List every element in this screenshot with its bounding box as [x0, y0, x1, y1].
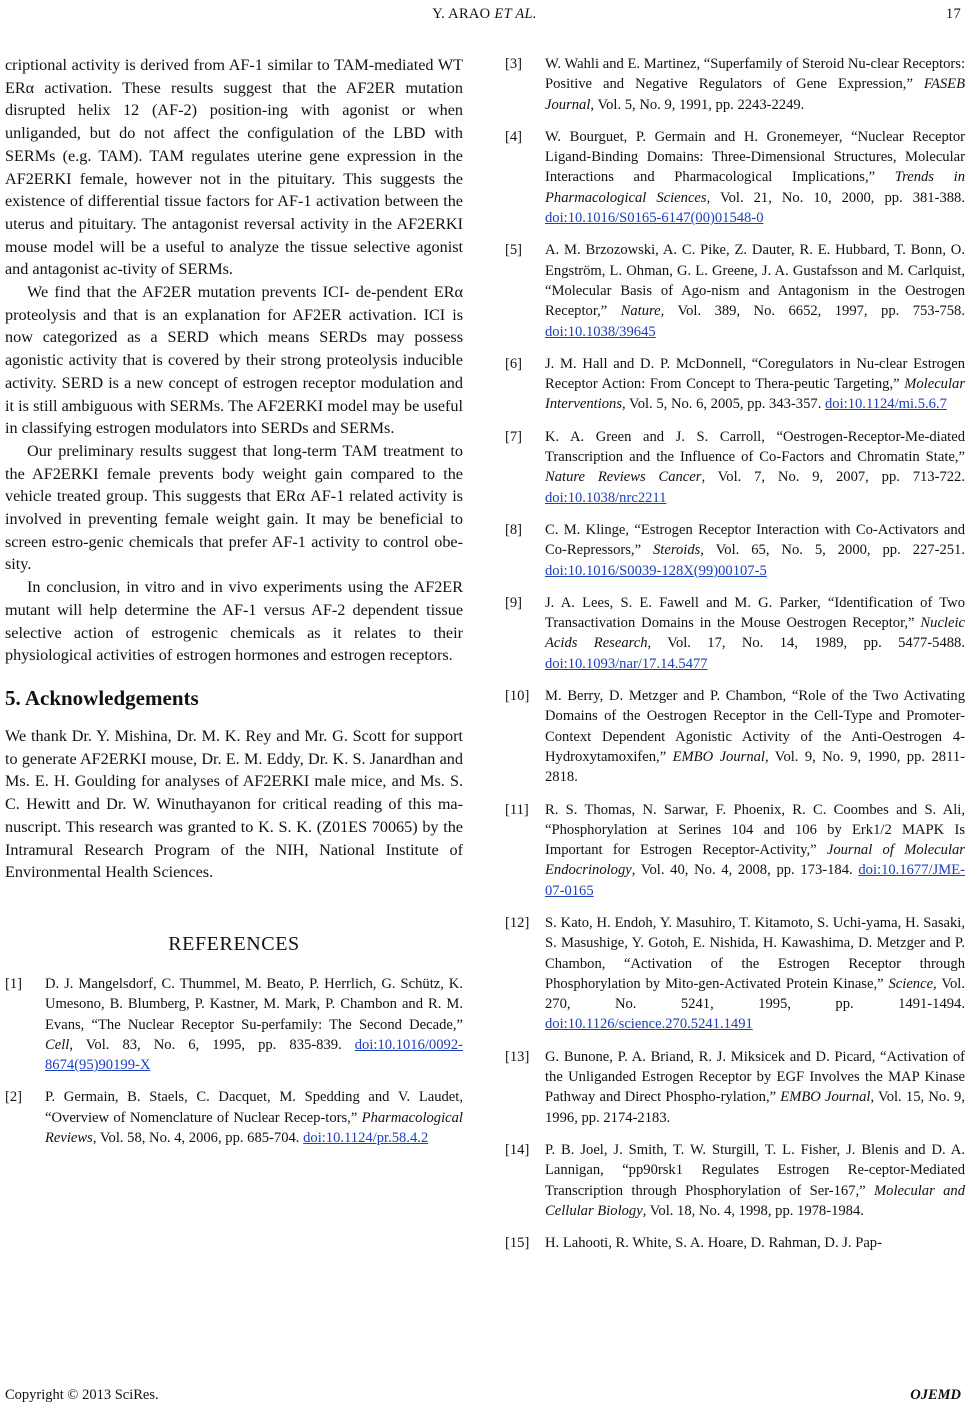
running-header [0, 6, 969, 30]
running-title [0, 6, 969, 23]
page-number: 17 [945, 6, 961, 22]
reference-item [5, 1087, 463, 1148]
references-list-right [505, 54, 965, 1265]
reference-journal: Nature [620, 303, 661, 320]
reference-number: [7] [505, 428, 523, 445]
reference-text [545, 686, 965, 787]
reference-item [505, 686, 965, 787]
reference-number: [4] [505, 128, 523, 145]
references-list-left [5, 974, 463, 1148]
reference-citation: M. Berry, D. Metzger and P. Chambon, “Role of the Two Activating Domains of the Oestrogen Receptor in the Cell-Type and Promoter-Context Dependent Agonistic Activity of the Anti-Oestrogen 4-Hydroxytamoxifen,” [545, 688, 965, 765]
reference-details: , Vol. 15, No. 9, 1996, pp. 2174-2183. [545, 1089, 965, 1126]
reference-item [5, 974, 463, 1075]
acknowledgements-text: We thank Dr. Y. Mishina, Dr. M. K. Rey and Mr. G. Scott for support to generate AF2ERKI mouse, Dr. E. M. Eddy, Dr. K. S. Janardhan and Ms. E. H. Goulding for analyses of AF2ERKI male mice, and Ms. S. C. Hewitt and Dr. W. Winuthayanon for critical reading of this ma-nuscript. This research was granted to K. S. K. (Z01ES 70065) by the Intramural Research Program of the NIH, National Institute of Environmental Health Sciences. [5, 726, 463, 882]
reference-details: , Vol. 58, No. 4, 2006, pp. 685-704. [92, 1129, 304, 1146]
reference-journal: Journal of Molecular Endocrinology [545, 842, 965, 879]
reference-citation: S. Kato, H. Endoh, Y. Masuhiro, T. Kitamoto, S. Uchi-yama, H. Sasaki, S. Masushige, Y. Gotoh, E. Nishida, H. Kawashima, D. Metzger and P. Chambon, “Activation of the Estrogen Receptor through Phosphorylation by Mito-gen-Activated Protein Kinase,” [545, 914, 965, 992]
journal-abbrev: OJEMD [910, 1387, 961, 1403]
reference-citation: P. Germain, B. Staels, C. Dacquet, M. Spedding and V. Laudet, “Overview of Nomenclature of Nuclear Recep-tors,” [45, 1089, 463, 1126]
reference-details: , Vol. 40, No. 4, 2008, pp. 173-184. [631, 862, 859, 879]
reference-number: [9] [505, 594, 523, 611]
reference-number: [12] [505, 914, 530, 931]
reference-citation: A. M. Brzozowski, A. C. Pike, Z. Dauter, R. E. Hubbard, T. Bonn, O. Engström, L. Ohman, G. L. Greene, J. A. Gustafsson and M. Carlquist, “Molecular Basis of Ago-nism and Antagonism in the Oestrogen Receptor,” [545, 242, 965, 320]
reference-text [545, 54, 965, 115]
reference-text [545, 520, 965, 581]
reference-item [505, 1233, 965, 1253]
reference-item [505, 1047, 965, 1128]
left-column [5, 54, 463, 1160]
reference-number: [8] [505, 521, 523, 538]
references-heading: REFERENCES [168, 932, 300, 955]
reference-text [545, 1233, 965, 1253]
reference-item [505, 593, 965, 674]
doi-link[interactable]: doi:10.1038/nrc2211 [545, 489, 667, 506]
reference-number: [15] [505, 1235, 530, 1252]
reference-citation: R. S. Thomas, N. Sarwar, F. Phoenix, R. C. Coombes and S. Ali, “Phosphorylation at Serines 104 and 106 by Erk1/2 MAPK Is Important for Estrogen Receptor-Activity,” [545, 801, 965, 859]
reference-journal: Cell [45, 1036, 70, 1053]
reference-citation: W. Wahli and E. Martinez, “Superfamily of Steroid Nu-clear Receptors: Positive and Negative Regulators of Gene Expression,” [545, 56, 965, 93]
paragraph: In conclusion, in vitro and in vivo experiments using the AF2ER mutant will help determine the AF-1 versus AF-2 dependent tissue selective action of estrogenic chemicals as it relates to their physiological activities of estrogen hormones and estrogen receptors. [5, 578, 463, 665]
reference-item [505, 54, 965, 115]
doi-link[interactable]: doi:10.1016/S0165-6147(00)01548-0 [545, 210, 764, 227]
reference-journal: FASEB Journal [545, 76, 965, 113]
reference-details: , Vol. 18, No. 4, 1998, pp. 1978-1984. [642, 1202, 864, 1219]
reference-text [545, 1047, 965, 1128]
reference-number: [1] [5, 975, 23, 992]
reference-item [505, 127, 965, 228]
reference-item [505, 913, 965, 1035]
reference-details: , Vol. 7, No. 9, 2007, pp. 713-722. [701, 469, 966, 486]
doi-link[interactable]: doi:10.1124/pr.58.4.2 [303, 1129, 429, 1146]
reference-text [545, 127, 965, 228]
reference-text [545, 1140, 965, 1221]
reference-item [505, 354, 965, 415]
reference-number: [5] [505, 242, 523, 259]
header-etal: ET AL. [494, 6, 537, 22]
paragraph: criptional activity is derived from AF-1 similar to TAM-mediated WT ERα activation. These results suggest that the AF2ER mutation disrupted helix 12 (AF-2) position-ing with agonist or when unliganded, but do not affect the configulation of the LBD with SERMs (e.g. TAM). TAM regulates uterine gene expression in the AF2ERKI female, however not in the pituitary. This suggests the existence of differential tissue factors for AF-1 activation between the uterus and pituitary. The antagonist reversal activity in the AF2ERKI mouse model will be a useful to analyze the tissue selective agonist and antagonist ac-tivity of SERMs. [5, 56, 463, 279]
reference-details: , Vol. 21, No. 10, 2000, pp. 381-388. [706, 189, 965, 206]
reference-citation: P. B. Joel, J. Smith, T. W. Sturgill, T. L. Fisher, J. Blenis and D. A. Lannigan, “pp90rsk1 Regulates Estrogen Re-ceptor-Mediated Transcription through Phosphorylation of Ser-167,” [545, 1141, 965, 1199]
reference-journal: Pharmacological Reviews [45, 1109, 463, 1146]
reference-text [545, 354, 965, 415]
reference-details: , Vol. 17, No. 14, 1989, pp. 5477-5488. [647, 635, 965, 652]
reference-journal: Nature Reviews Cancer [545, 469, 702, 486]
reference-citation: K. A. Green and J. S. Carroll, “Oestrogen-Receptor-Me-diated Transcription and the Influence of Co-Factors and Chromatin State,” [545, 428, 965, 466]
reference-details: , Vol. 5, No. 9, 1991, pp. 2243-2249. [590, 96, 805, 113]
paragraph: Our preliminary results suggest that long-term TAM treatment to the AF2ERKI female prevents body weight gain compared to the vehicle treated group. This suggests that ERα AF-1 related activity is involved in preventing female weight gain. It may be beneficial to screen estro-genic chemicals that prefer AF-1 activity to control obe-sity. [5, 441, 463, 574]
doi-link[interactable]: doi:10.1124/mi.5.6.7 [825, 396, 947, 413]
reference-item [505, 520, 965, 581]
reference-citation: J. A. Lees, S. E. Fawell and M. G. Parker, “Identification of Two Transactivation Domains in the Mouse Oestrogen Receptor,” [545, 594, 965, 632]
reference-text [545, 913, 965, 1035]
reference-citation: J. M. Hall and D. P. McDonnell, “Coregulators in Nu-clear Estrogen Receptor Action: From Concept to Thera-peutic Targeting,” [545, 355, 965, 393]
reference-journal: Nucleic Acids Research [545, 615, 965, 652]
doi-link[interactable]: doi:10.1016/0092-8674(95)90199-X [45, 1036, 463, 1074]
reference-number: [10] [505, 688, 530, 705]
reference-citation: H. Lahooti, R. White, S. A. Hoare, D. Rahman, D. J. Pap- [545, 1235, 882, 1252]
reference-text [45, 1087, 463, 1148]
reference-journal: Trends in Pharmacological Sciences [545, 169, 965, 206]
reference-item [505, 1140, 965, 1221]
copyright-notice: Copyright © 2013 SciRes. [5, 1387, 159, 1403]
reference-text [545, 593, 965, 674]
reference-text [45, 974, 463, 1075]
paragraph: We find that the AF2ER mutation prevents ICI- de-pendent ERα proteolysis and that is an explanation for AF2ER activation. ICI is now categorized as a SERD which means SERDs may possess agonistic activity that is covered by their strong proteolysis inducible activity. SERD is a new concept of estrogen receptor modulation and it is still ambiguous with SERMs. The AF2ERKI model may be useful in classifying estrogen modulators into SERDs and SERMs. [5, 283, 463, 438]
reference-journal: Steroids [653, 542, 701, 559]
reference-details: , Vol. 83, No. 6, 1995, pp. 835-839. [69, 1036, 355, 1053]
page-footer [0, 1387, 969, 1409]
reference-number: [11] [505, 801, 529, 818]
reference-number: [6] [505, 355, 523, 372]
reference-citation: W. Bourguet, P. Germain and H. Gronemeyer, “Nuclear Receptor Ligand-Binding Domains: Three-Dimensional Structures, Molecular Interactions and Pharmacological Implications,” [545, 128, 965, 186]
reference-details: , Vol. 389, No. 6652, 1997, pp. 753-758. [660, 303, 965, 320]
reference-number: [3] [505, 56, 523, 72]
doi-link[interactable]: doi:10.1038/39645 [545, 323, 656, 340]
reference-citation: G. Bunone, P. A. Briand, R. J. Miksicek and D. Picard, “Activation of the Unliganded Estrogen Receptor by EGF Involves the MAP Kinase Pathway and Direct Phospho-rylation,” [545, 1048, 965, 1106]
header-authors: Y. ARAO [432, 6, 491, 22]
reference-details: , Vol. 9, No. 9, 1990, pp. 2811-2818. [545, 748, 965, 786]
reference-number: [2] [5, 1089, 23, 1106]
reference-journal: Molecular Interventions [545, 376, 965, 413]
reference-journal: Science [888, 975, 934, 992]
reference-item [505, 240, 965, 341]
reference-details: , Vol. 270, No. 5241, 1995, pp. 1491-1494. [545, 975, 965, 1013]
reference-text [545, 427, 965, 508]
reference-citation: C. M. Klinge, “Estrogen Receptor Interaction with Co-Activators and Co-Repressors,” [545, 521, 965, 559]
doi-link[interactable]: doi:10.1677/JME-07-0165 [545, 862, 965, 899]
reference-number: [13] [505, 1048, 530, 1065]
reference-details: , Vol. 5, No. 6, 2005, pp. 343-357. [622, 396, 825, 413]
doi-link[interactable]: doi:10.1093/nar/17.14.5477 [545, 655, 708, 672]
reference-details: , Vol. 65, No. 5, 2000, pp. 227-251. [700, 542, 965, 559]
reference-item [505, 800, 965, 901]
acknowledgements-heading: 5. Acknowledgements [5, 685, 199, 710]
reference-number: [14] [505, 1141, 530, 1158]
reference-citation: D. J. Mangelsdorf, C. Thummel, M. Beato, P. Herrlich, G. Schütz, K. Umesono, B. Blumberg, P. Kastner, M. Mark, P. Chambon and R. M. Evans, “The Nuclear Receptor Su-perfamily: The Second Decade,” [45, 975, 463, 1033]
reference-text [545, 240, 965, 341]
doi-link[interactable]: doi:10.1016/S0039-128X(99)00107-5 [545, 562, 767, 579]
doi-link[interactable]: doi:10.1126/science.270.5241.1491 [545, 1016, 753, 1033]
reference-journal: EMBO Journal [780, 1089, 871, 1106]
reference-item [505, 427, 965, 508]
reference-text [545, 800, 965, 901]
reference-journal: Molecular and Cellular Biology [545, 1182, 965, 1219]
reference-journal: EMBO Journal [672, 748, 765, 765]
